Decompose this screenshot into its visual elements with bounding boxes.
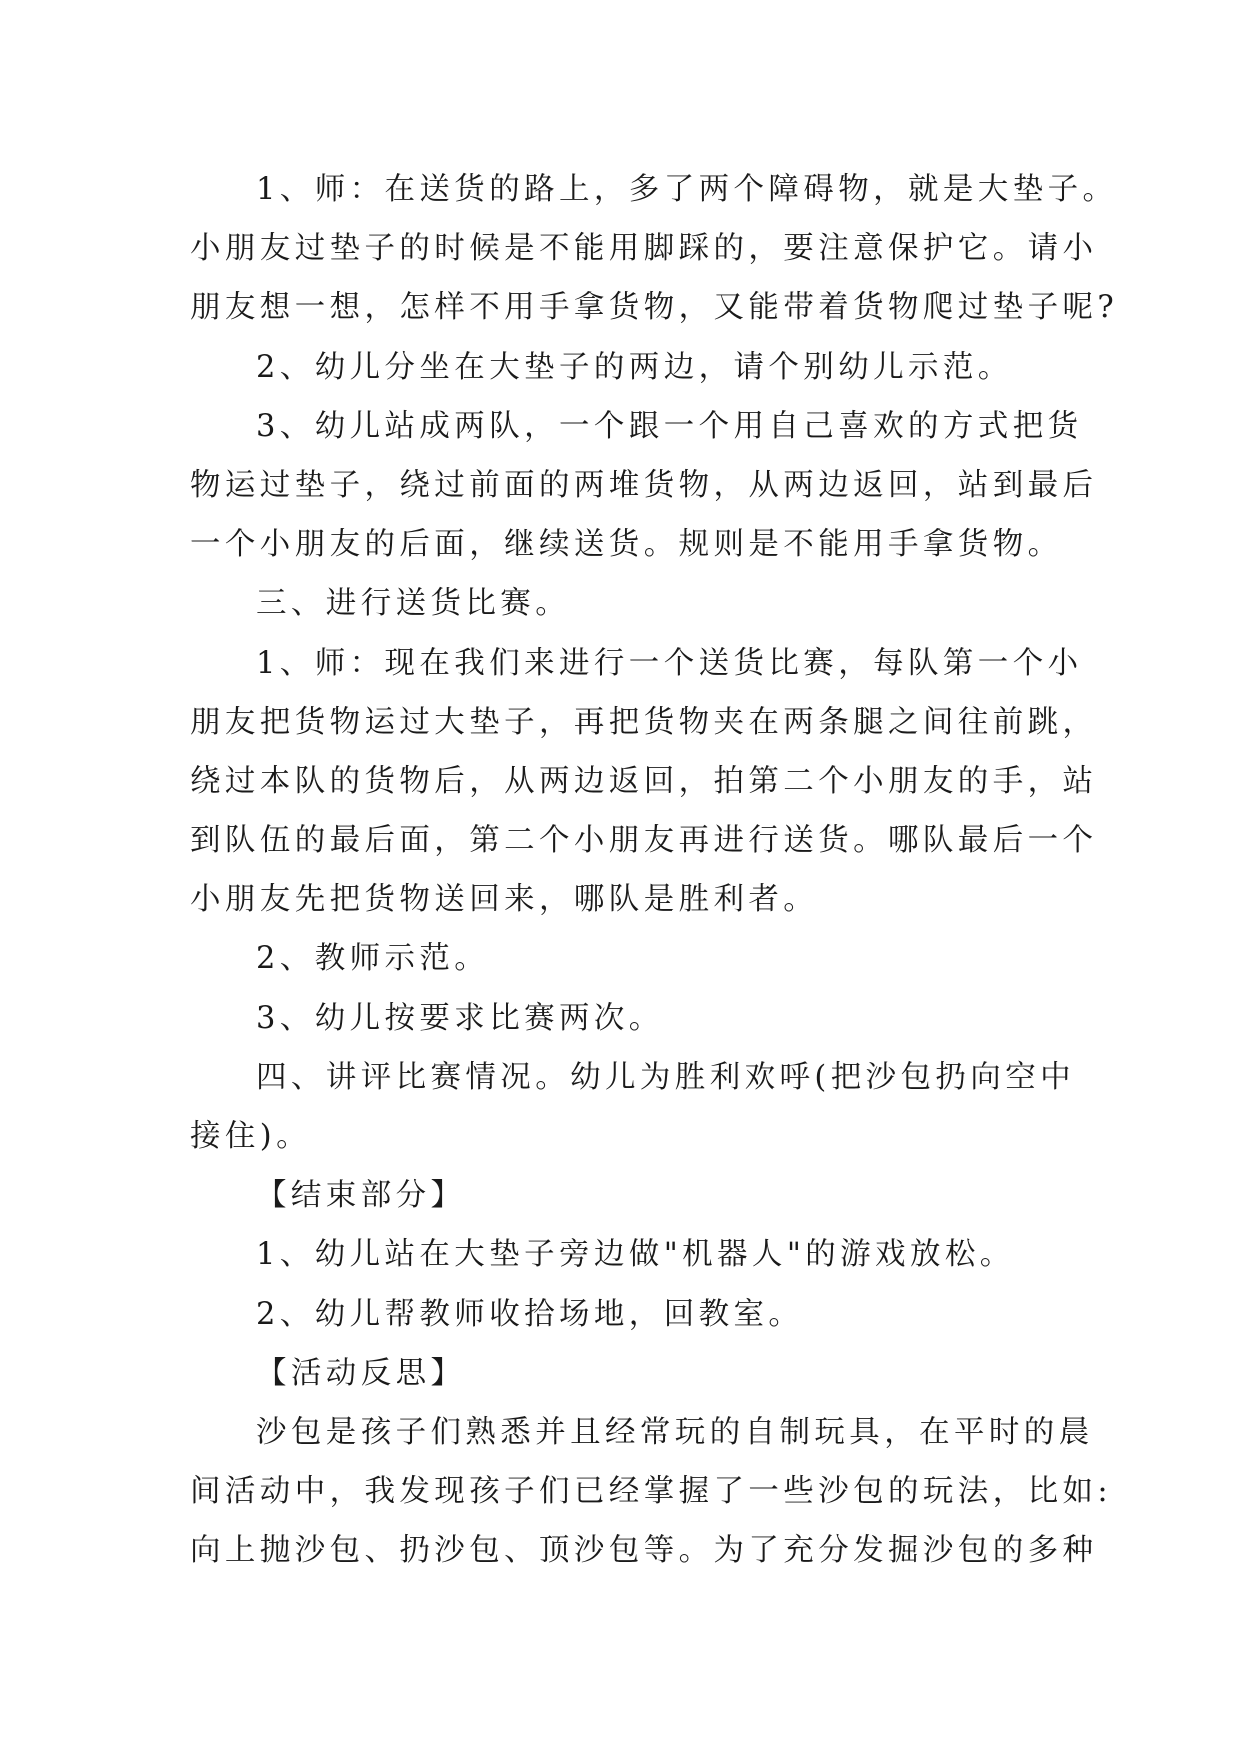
paragraph-line: 间活动中，我发现孩子们已经掌握了一些沙包的玩法，比如: [190,1474,1113,1510]
section-heading-reflection: 【活动反思】 [256,1355,466,1391]
paragraph-line: 到队伍的最后面，第二个小朋友再进行送货。哪队最后一个 [190,823,1098,859]
paragraph-line: 小朋友先把货物送回来，哪队是胜利者。 [190,882,819,918]
paragraph-line: 朋友把货物运过大垫子，再把货物夹在两条腿之间往前跳， [190,704,1098,740]
paragraph-line: 2、幼儿分坐在大垫子的两边，请个别幼儿示范。 [256,349,1013,385]
paragraph-line: 小朋友过垫子的时候是不能用脚踩的，要注意保护它。请小 [190,231,1098,267]
section-heading-end: 【结束部分】 [256,1178,466,1214]
paragraph-line: 物运过垫子，绕过前面的两堆货物，从两边返回，站到最后 [190,467,1098,503]
paragraph-line: 3、幼儿站成两队，一个跟一个用自己喜欢的方式把货 [256,408,1083,444]
paragraph-line: 1、师：在送货的路上，多了两个障碍物，就是大垫子。 [256,172,1118,207]
paragraph-line: 1、幼儿站在大垫子旁边做"机器人"的游戏放松。 [256,1237,1015,1273]
paragraph-line: 2、幼儿帮教师收拾场地，回教室。 [256,1296,804,1332]
paragraph-line: 沙包是孩子们熟悉并且经常玩的自制玩具，在平时的晨 [256,1414,1094,1450]
paragraph-line: 2、教师示范。 [256,941,490,977]
paragraph-line: 接住)。 [190,1119,311,1154]
section-heading: 三、进行送货比赛。 [256,586,571,622]
paragraph-line: 1、师：现在我们来进行一个送货比赛，每队第一个小 [256,645,1083,681]
document-body [190,160,1119,1581]
paragraph-line: 朋友想一想，怎样不用手拿货物，又能带着货物爬过垫子呢? [190,290,1119,326]
paragraph-line: 绕过本队的货物后，从两边返回，拍第二个小朋友的手，站 [190,763,1098,799]
paragraph-line: 3、幼儿按要求比赛两次。 [256,1000,664,1036]
paragraph-line: 向上抛沙包、扔沙包、顶沙包等。为了充分发掘沙包的多种 [190,1533,1098,1569]
paragraph-line: 一个小朋友的后面，继续送货。规则是不能用手拿货物。 [190,527,1063,563]
section-heading: 四、讲评比赛情况。幼儿为胜利欢呼(把沙包扔向空中 [256,1059,1075,1095]
